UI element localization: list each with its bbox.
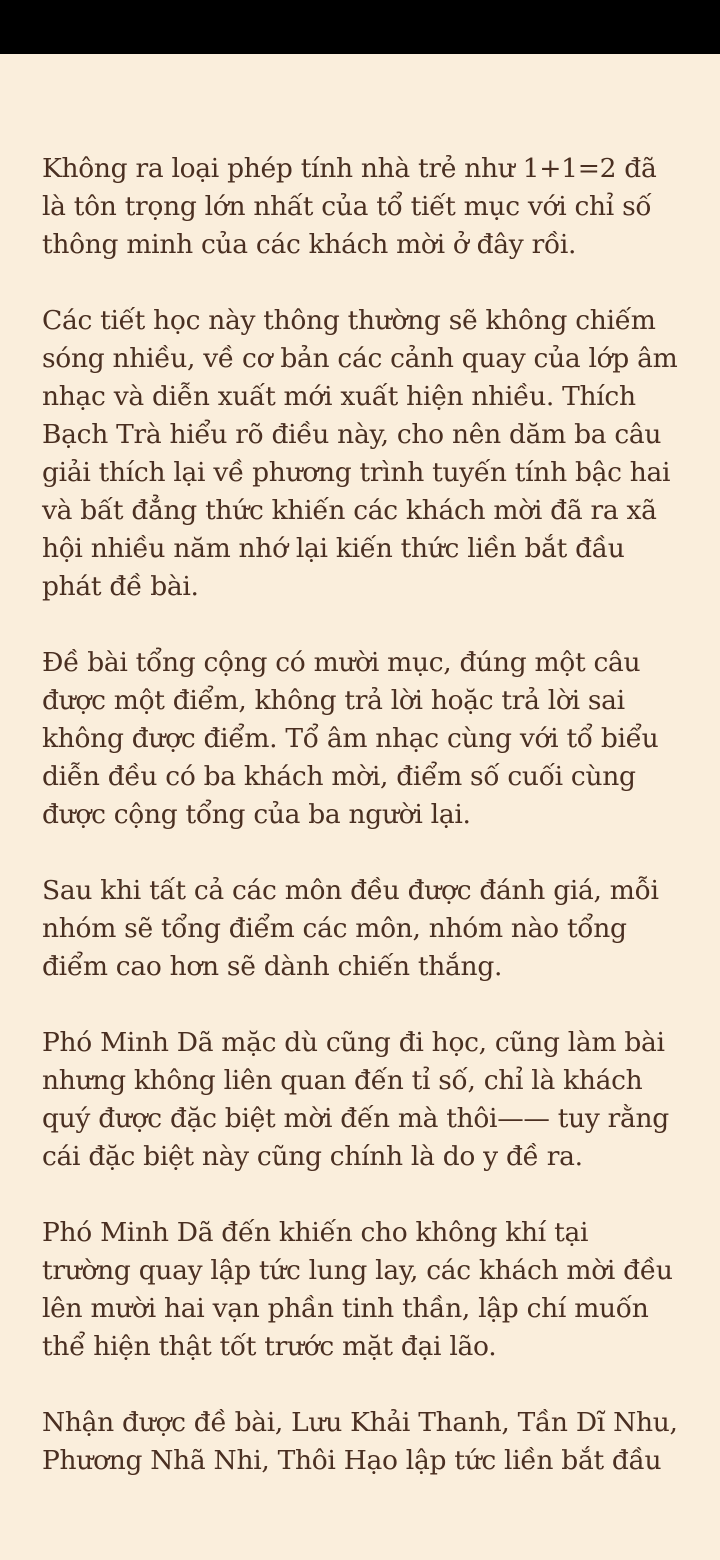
paragraph-7: Nhận được đề bài, Lưu Khải Thanh, Tần Dĩ Nhu, Phương Nhã Nhi, Thôi Hạo lập tức liền bắt đầu <box>42 1407 678 1476</box>
status-bar <box>0 0 720 54</box>
paragraph-3: Đề bài tổng cộng có mười mục, đúng một câu được một điểm, không trả lời hoặc trả lời sai không được điểm. Tổ âm nhạc cùng với tổ biểu diễn đều có ba khách mời, điểm số cuối cùng được cộng tổng của ba người lại. <box>42 647 659 830</box>
reader-content[interactable] <box>42 150 682 1518</box>
paragraph-4: Sau khi tất cả các môn đều được đánh giá, mỗi nhóm sẽ tổng điểm các môn, nhóm nào tổng điểm cao hơn sẽ dành chiến thắng. <box>42 875 659 982</box>
paragraph-6: Phó Minh Dã đến khiến cho không khí tại trường quay lập tức lung lay, các khách mời đều lên mười hai vạn phần tinh thần, lập chí muốn thể hiện thật tốt trước mặt đại lão. <box>42 1217 673 1362</box>
paragraph-5: Phó Minh Dã mặc dù cũng đi học, cũng làm bài nhưng không liên quan đến tỉ số, chỉ là khách quý được đặc biệt mời đến mà thôi—— tuy rằng cái đặc biệt này cũng chính là do y đề ra. <box>42 1027 669 1172</box>
paragraph-1: Không ra loại phép tính nhà trẻ như 1+1=2 đã là tôn trọng lớn nhất của tổ tiết mục với chỉ số thông minh của các khách mời ở đây rồi. <box>42 153 657 260</box>
paragraph-2: Các tiết học này thông thường sẽ không chiếm sóng nhiều, về cơ bản các cảnh quay của lớp âm nhạc và diễn xuất mới xuất hiện nhiều. Thích Bạch Trà hiểu rõ điều này, cho nên dăm ba câu giải thích lại về phương trình tuyến tính bậc hai và bất đẳng thức khiến các khách mời đã ra xã hội nhiều năm nhớ lại kiến thức liền bắt đầu phát đề bài. <box>42 305 678 602</box>
